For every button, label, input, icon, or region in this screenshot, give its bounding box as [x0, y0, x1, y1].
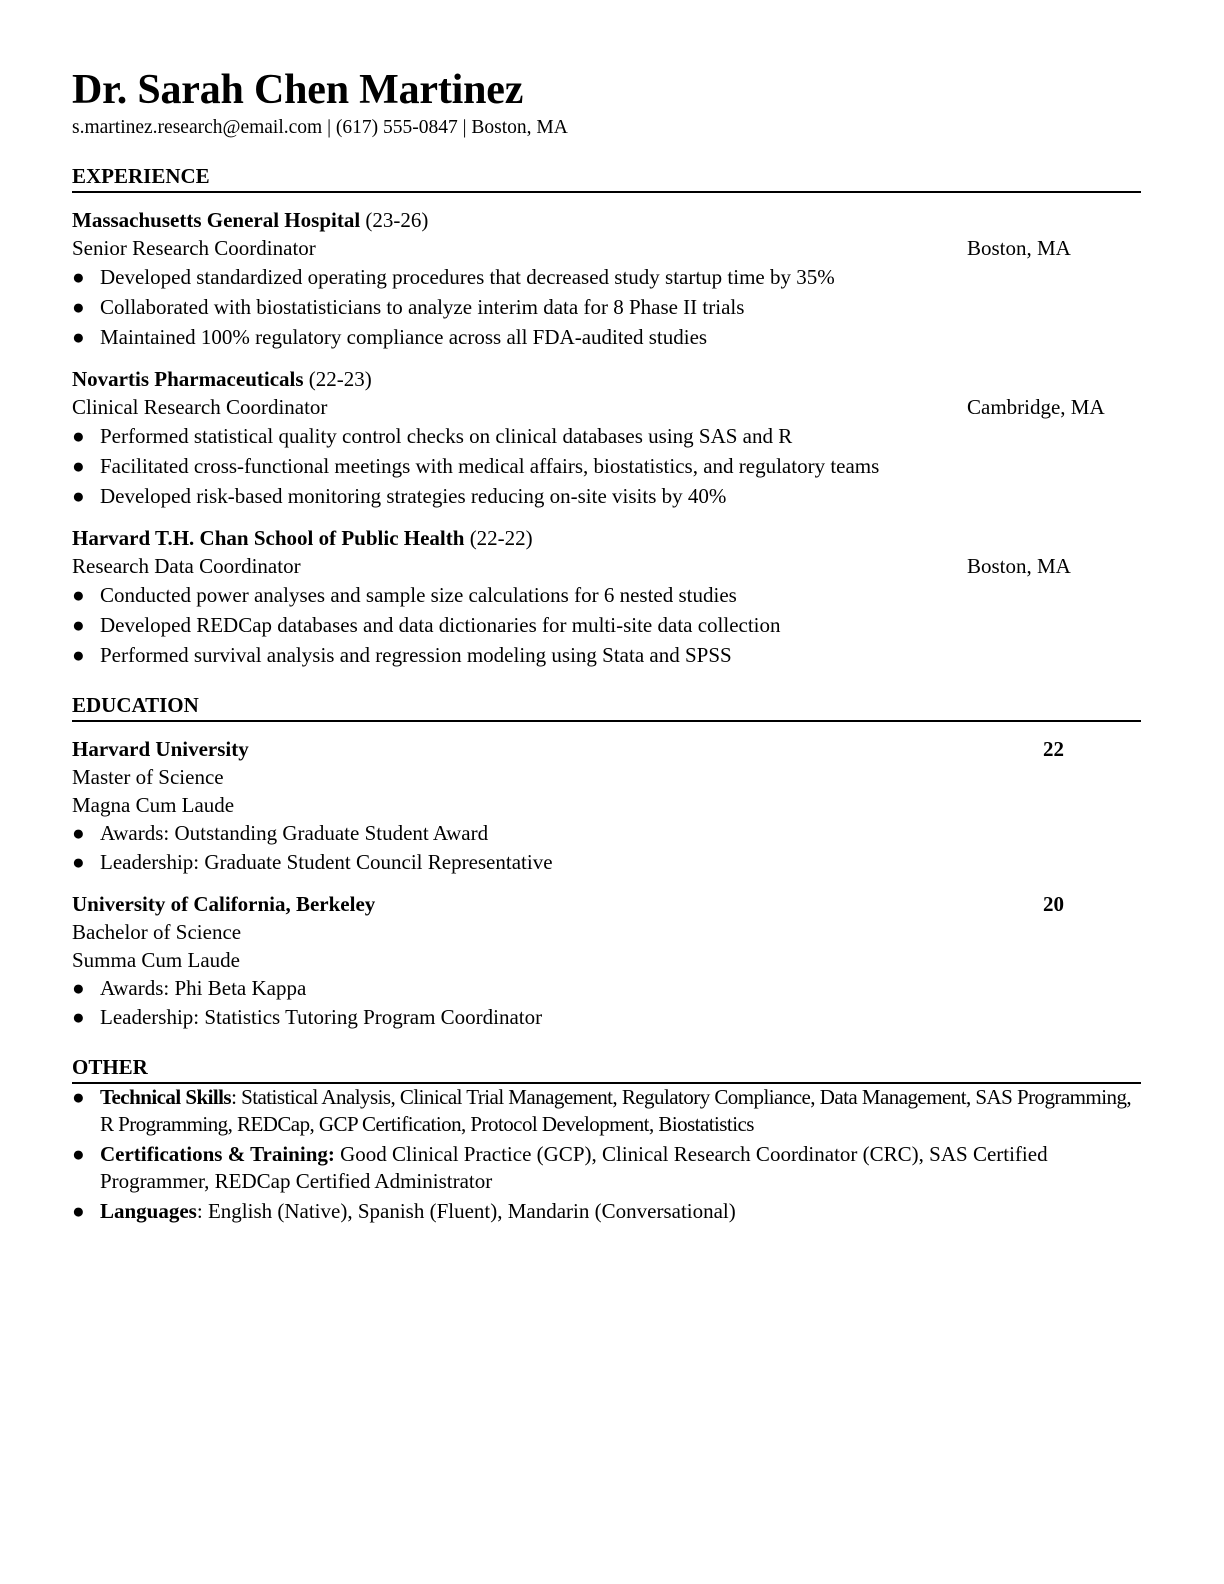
bullet-text: Performed survival analysis and regression modeling using Stata and SPSS — [100, 643, 732, 667]
list-item — [72, 421, 1141, 451]
item-text: Statistical Analysis, Clinical Trial Management, Regulatory Compliance, Data Management, SAS Programming, R Programming, REDCap, GCP Certification, Protocol Development, Biostatistics — [100, 1085, 1132, 1136]
employment-dates: (23-26) — [365, 208, 429, 232]
bullet-icon: ● — [72, 295, 85, 319]
list-item — [72, 974, 1141, 1003]
bullet-text: Leadership: Statistics Tutoring Program Coordinator — [100, 1005, 543, 1029]
list-item — [72, 848, 1141, 877]
graduation-year: 22 — [1043, 737, 1064, 761]
bullet-text: Collaborated with biostatisticians to analyze interim data for 8 Phase II trials — [100, 295, 745, 319]
bullet-text: Performed statistical quality control checks on clinical databases using SAS and R — [100, 424, 793, 448]
list-item — [72, 262, 1141, 292]
section-title-experience: EXPERIENCE — [72, 164, 210, 188]
list-item-languages — [72, 1198, 1141, 1225]
bullet-text: Conducted power analyses and sample size calculations for 6 nested studies — [100, 583, 737, 607]
entry-role-line — [72, 393, 1141, 421]
experience-entry — [72, 206, 1141, 352]
other-section — [72, 1054, 1141, 1225]
bullet-icon: ● — [72, 643, 85, 667]
bullet-text: Developed standardized operating procedures that decreased study startup time by 35% — [100, 265, 835, 289]
list-item — [72, 451, 1141, 481]
bullet-icon: ● — [72, 613, 85, 637]
education-entry — [72, 890, 1141, 1032]
honors: Magna Cum Laude — [72, 793, 235, 817]
degree: Master of Science — [72, 765, 224, 789]
list-item-technical-skills — [72, 1084, 1141, 1138]
employer-name: Novartis Pharmaceuticals — [72, 367, 304, 391]
item-label: Technical Skills — [100, 1085, 232, 1109]
bullet-icon: ● — [72, 325, 85, 349]
other-list — [72, 1084, 1141, 1225]
list-item — [72, 292, 1141, 322]
section-title-education: EDUCATION — [72, 693, 199, 717]
degree: Bachelor of Science — [72, 920, 242, 944]
achievement-list — [72, 580, 1141, 670]
item-text: Good Clinical Practice (GCP), Clinical Research Coordinator (CRC), SAS Certified Programmer, REDCap Certified Administrator — [100, 1142, 1048, 1193]
honors: Summa Cum Laude — [72, 948, 240, 972]
bullet-text: Leadership: Graduate Student Council Representative — [100, 850, 553, 874]
education-section — [72, 692, 1141, 1032]
list-item — [72, 1003, 1141, 1032]
bullet-icon: ● — [72, 821, 85, 845]
employment-dates: (22-22) — [469, 526, 533, 550]
bullet-text: Developed risk-based monitoring strategies reducing on-site visits by 40% — [100, 484, 727, 508]
bullet-icon: ● — [72, 1199, 85, 1223]
bullet-icon: ● — [72, 424, 85, 448]
graduation-year: 20 — [1043, 892, 1064, 916]
bullet-icon: ● — [72, 1142, 85, 1166]
item-text: English (Native), Spanish (Fluent), Mandarin (Conversational) — [207, 1199, 736, 1223]
bullet-icon: ● — [72, 454, 85, 478]
employer-name: Harvard T.H. Chan School of Public Health — [72, 526, 465, 550]
job-title: Senior Research Coordinator — [72, 236, 316, 260]
bullet-text: Awards: Phi Beta Kappa — [100, 976, 307, 1000]
entry-role-line — [72, 234, 1141, 262]
bullet-text: Facilitated cross-functional meetings with medical affairs, biostatistics, and regulatory teams — [100, 454, 880, 478]
bullet-text: Developed REDCap databases and data dictionaries for multi-site data collection — [100, 613, 781, 637]
entry-header — [72, 524, 1141, 552]
bullet-icon: ● — [72, 1005, 85, 1029]
list-item — [72, 640, 1141, 670]
bullet-icon: ● — [72, 850, 85, 874]
list-item — [72, 481, 1141, 511]
list-item-certifications — [72, 1141, 1141, 1195]
candidate-name: Dr. Sarah Chen Martinez — [72, 67, 524, 113]
list-item — [72, 580, 1141, 610]
entry-header — [72, 206, 1141, 234]
section-divider — [72, 191, 1141, 193]
job-location: Boston, MA — [967, 236, 1071, 260]
bullet-icon: ● — [72, 484, 85, 508]
employer-name: Massachusetts General Hospital — [72, 208, 361, 232]
list-item — [72, 819, 1141, 848]
experience-entry — [72, 524, 1141, 670]
job-title: Research Data Coordinator — [72, 554, 301, 578]
achievement-list — [72, 421, 1141, 511]
bullet-icon: ● — [72, 976, 85, 1000]
job-title: Clinical Research Coordinator — [72, 395, 328, 419]
school-name: Harvard University — [72, 737, 249, 761]
experience-section — [72, 163, 1141, 670]
employment-dates: (22-23) — [308, 367, 372, 391]
education-detail-list — [72, 974, 1141, 1032]
job-location: Boston, MA — [967, 554, 1071, 578]
contact-line: s.martinez.research@email.com | (617) 555-0847 | Boston, MA — [72, 117, 568, 138]
section-title-other: OTHER — [72, 1055, 148, 1079]
experience-entry — [72, 365, 1141, 511]
achievement-list — [72, 262, 1141, 352]
item-label: Languages — [100, 1199, 197, 1223]
bullet-text: Maintained 100% regulatory compliance across all FDA-audited studies — [100, 325, 708, 349]
bullet-icon: ● — [72, 1085, 85, 1109]
item-label: Certifications & Training: — [100, 1142, 335, 1166]
entry-header — [72, 735, 1141, 763]
list-item — [72, 610, 1141, 640]
label-separator: : — [231, 1085, 242, 1109]
job-location: Cambridge, MA — [967, 395, 1105, 419]
bullet-icon: ● — [72, 583, 85, 607]
label-separator: : — [196, 1199, 208, 1223]
education-detail-list — [72, 819, 1141, 877]
list-item — [72, 322, 1141, 352]
bullet-text: Awards: Outstanding Graduate Student Award — [100, 821, 489, 845]
bullet-icon: ● — [72, 265, 85, 289]
section-divider — [72, 720, 1141, 722]
entry-header — [72, 890, 1141, 918]
entry-header — [72, 365, 1141, 393]
entry-role-line — [72, 552, 1141, 580]
school-name: University of California, Berkeley — [72, 892, 376, 916]
education-entry — [72, 735, 1141, 877]
resume-page — [72, 66, 1141, 1228]
